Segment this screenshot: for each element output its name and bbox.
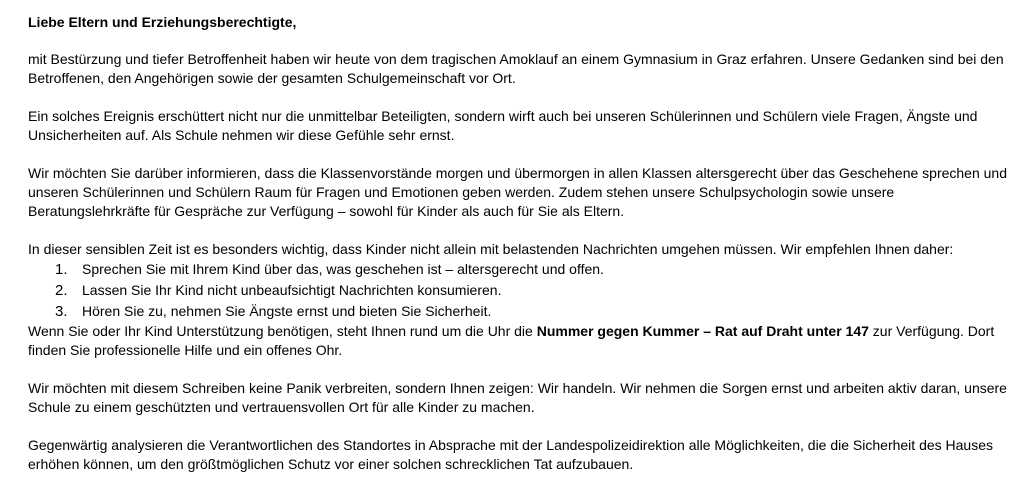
list-item-number: 1.: [55, 261, 68, 278]
paragraph-condolence: mit Bestürzung und tiefer Betroffenheit haben wir heute von dem tragischen Amoklauf an einem Gymnasium in Graz erfahren. Unsere Gedanken sind bei den Betroffenen, den Angehörigen sowie der gesamten Schulgemeinschaft vor Ort.: [28, 51, 1004, 86]
list-item-number: 2.: [55, 282, 68, 299]
hotline-highlight: Nummer gegen Kummer – Rat auf Draht unter 147: [536, 323, 869, 339]
letter-greeting: Liebe Eltern und Erziehungsberechtigte,: [28, 14, 297, 30]
list-item-text: Hören Sie zu, nehmen Sie Ängste ernst und bieten Sie Sicherheit.: [82, 303, 492, 319]
paragraph-recommendation-intro: In dieser sensiblen Zeit ist es besonders wichtig, dass Kinder nicht allein mit belastenden Nachrichten umgehen müssen. Wir empfehlen Ihnen daher:: [28, 241, 954, 257]
support-text-after: zur Verfügung. Dort finden Sie professionelle Hilfe und ein offenes Ohr.: [28, 323, 995, 358]
paragraph-security-analysis: Gegenwärtig analysieren die Verantwortlichen des Standortes in Absprache mit der Landespolizeidirektion alle Möglichkeiten, die die Sicherheit des Hauses erhöhen können, um den größtmöglichen Schutz vor einer solchen schrecklichen Tat aufzubauen.: [28, 437, 994, 472]
letter-body: [28, 13, 1008, 493]
list-item: [55, 280, 1008, 301]
list-item-text: Sprechen Sie mit Ihrem Kind über das, was geschehen ist – altersgerecht und offen.: [82, 261, 604, 277]
paragraph-impact: Ein solches Ereignis erschüttert nicht nur die unmittelbar Beteiligten, sondern wirft auch bei unseren Schülerinnen und Schülern viele Fragen, Ängste und Unsicherheiten auf. Als Schule nehmen wir diese Gefühle sehr ernst.: [28, 108, 978, 143]
list-item-text: Lassen Sie Ihr Kind nicht unbeaufsichtigt Nachrichten konsumieren.: [82, 282, 502, 298]
paragraph-school-measures: Wir möchten Sie darüber informieren, dass die Klassenvorstände morgen und übermorgen in allen Klassen altersgerecht über das Geschehene sprechen und unseren Schülerinnen und Schülern Raum für Fragen und Emotionen geben werden. Zudem stehen unsere Schulpsychologin sowie unsere Beratungslehrkräfte für Gespräche zur Verfügung – sowohl für Kinder als auch für Sie als Eltern.: [28, 165, 1008, 219]
list-item-number: 3.: [55, 303, 68, 320]
support-text-before: Wenn Sie oder Ihr Kind Unterstützung benötigen, steht Ihnen rund um die Uhr die: [28, 323, 537, 339]
paragraph-support: [28, 322, 1008, 360]
paragraph-no-panic: Wir möchten mit diesem Schreiben keine Panik verbreiten, sondern Ihnen zeigen: Wir handeln. Wir nehmen die Sorgen ernst und arbeiten aktiv daran, unsere Schule zu einem geschützten und vertrauensvollen Ort für alle Kinder zu machen.: [28, 380, 1007, 415]
list-item: [55, 259, 1008, 280]
list-item: [55, 301, 1008, 322]
recommendations-list: [28, 259, 1008, 322]
